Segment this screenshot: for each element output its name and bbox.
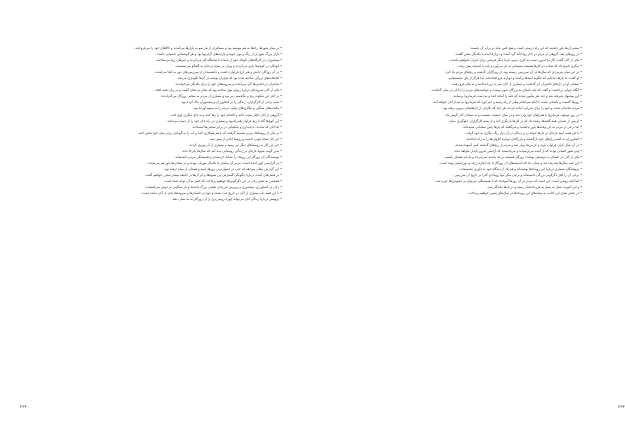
paragraph: • ولی هنوز کسانی بودند که از آینده می‌ترسیدند و می‌دانستند که آرامشِ امروز پایدار نخواهد ماند. — [453, 148, 582, 153]
paragraph: • اما آنان که ماندند، با پایداری و شکیبایی در برابر سختی‌ها ایستادند. — [191, 124, 282, 129]
paragraph: • پژوهندگان بسیاری دربارهٔ این رویدادها نوشته‌اند و هر یک از دیدگاه خود به داوری نشسته‌اند. — [459, 166, 582, 171]
paragraph: • این گزارش نشان می‌دهد که حتی در دشوارترین روزها، امید و همدلی از میان نرفته بود. — [163, 166, 282, 171]
paragraph: • مردم شادمان شدند و خود را برای پذیرایی آماده کردند، هر چند که نگرانی از دل‌هایشان بیرون نرفته بود. — [442, 106, 582, 111]
paragraph: • بازار بزرگ شهر پر از رنگ و بوی ادویه و پارچه‌های گران‌بها بود و هر گوشه‌اش داستانی داشت. — [155, 52, 282, 57]
paragraph: • با این همه، نام بسیاری از آنان در تاریخ ثبت نشده و تنها در داستان‌ها و سروده‌ها یادی از آنان مانده است. — [141, 191, 282, 196]
paragraph: • در کنار این شکوه، رنج و تنگدستی نیز بود و بسیاری از مردم به سختی روزگار می‌گذراندند. — [160, 94, 282, 99]
paragraph: • در میان شهرها، راه‌ها به هم پیوسته بود و مسافران از هر سو به بازارها می‌آمدند و کالاهای خود را می‌فروختند. — [134, 46, 282, 50]
paragraph: • یکی از آنان گفت: اگر ما امروز دست به کاری نزنیم، فردا دیگر فرصتی برای جبران نخواهیم داشت. — [449, 58, 582, 63]
paragraph: • این پیشنهاد پذیرفته شد و چند نفر مأمور شدند که نامه را آماده کنند و به دست فرمانروا برسانند. — [452, 94, 582, 99]
paragraph: • دیگری پاسخ داد که شتاب در کارها همیشه پشیمانی به بار می‌آورد و باید با اندیشه پیش رفت. — [457, 64, 582, 69]
page-left — [300, 0, 625, 424]
paragraph: • نویسندگان آن روزگار این رویداد را نشانهٔ خردمندی و همبستگی مردم دانسته‌اند. — [174, 154, 282, 159]
paragraph: • ستم برخی از کارگزاران، زندگی را بر کشاورزان و پیشه‌وران تنگ کرده بود. — [180, 100, 282, 105]
paragraph: • یکی از آنان سروده‌ای دربارهٔ زیبایی بهار ساخته بود که دهان به دهان گشت و بر زبان همه افتاد. — [154, 88, 282, 93]
paragraph: • پژوهش دربارهٔ زندگی آنان می‌تواند چهرهٔ روشن‌تری از آن روزگار به ما نشان دهد. — [171, 197, 282, 202]
paragraph: • او گفت: ما بارها دیده‌ایم که چگونه امیدها برآمده و دوباره فرو افتاده‌اند، اما هرگز از پای ننشسته‌ایم. — [447, 76, 582, 81]
paragraph: • بدین گونه، شیوهٔ تازه‌ای در زندگی روستایی پدید آمد که سال‌ها پابرجا ماند. — [181, 148, 282, 153]
paragraph: • خبر این کار به روستاهای دیگر نیز رسید و بسیاری از آن پیروی کردند. — [188, 142, 282, 147]
paragraph: • شاعران در انجمن‌ها گرد می‌آمدند و سروده‌های خود را برای یکدیگر می‌خواندند. — [174, 82, 282, 87]
paragraph: • کتابخانه‌های بزرگی ساخته شده بود که هزاران نوشته در آن‌ها نگهداری می‌شد. — [176, 76, 282, 81]
paragraph: • در آن روزگار، دانش و هنر ارج فراوان داشت و دانشمندان از سرزمین‌های دور به آنجا می‌آمدند. — [154, 70, 282, 75]
paragraph: • بیشتر آن‌ها باور داشتند که این راه درستی است و هیچ کس نباید در برابر آن بایستد. — [469, 46, 582, 50]
paragraph: • آنگاه جوانی برخاست و گفت که باید نامه‌ای به بزرگان شهر نوشت و خواسته‌های مردم را با آنان در میان گذاشت. — [430, 88, 582, 93]
paragraph: • این نامه سال‌ها بعد پیدا شد و نشان داد که اندیشه‌های آن روزگار تا چه اندازه ژرف و دوراندیش بوده است. — [439, 160, 582, 165]
paragraph: • او پس از شنیدن همهٔ گفته‌ها، وعده داد که در کارها بازنگری کند و از ستم کارگزاران جلوگیری نماید. — [448, 118, 582, 123]
paragraph: • زنان در کشاورزی، پیشه‌وری و پرورش فرزندان نقشی بزرگ داشتند و بار سنگینی بر دوش می‌کشیدند. — [145, 185, 282, 190]
page-number: ۲۳۳ — [618, 404, 625, 409]
paragraph: • اما آنچه روشن است، این است که مردم در آن روزها آموختند که با همبستگی می‌توان بر دشواری‌ها چیره شد. — [435, 179, 582, 184]
paragraph: • در روز موعود، فرمانروا با همراهان خود وارد شد و در میان جمعیت نشست و به سخنان آنان گوش داد. — [444, 112, 582, 117]
paragraph: • سخنان او در دل‌های حاضران اثر گذاشت و بسیاری از آنان سر به زیر انداختند و به فکر فرو رفتند. — [451, 82, 582, 87]
paragraph: • در گزارشی کهن آمده است: مردم آن سامان با یکدیگر مهربان بودند و در سختی‌ها یاور هم می‌شدند. — [147, 160, 282, 165]
paragraph: • در فصل‌های آینده، دربارهٔ چگونگی گسترش این شیوه‌ها و اثر آن‌ها بر جامعه بیشتر سخن خواهیم گفت. — [144, 172, 282, 177]
paragraph: • روزها گذشت و پاسخی نیامد، تا آنکه سرانجام پیکی از راه رسید و خبر آورد که فرمانروا به دیدار آنان خواهد آمد. — [432, 100, 582, 105]
paragraph: • کشاورزان به کشت‌زارهای خود بازگشتند و بازرگانان دوباره کاروان‌ها را به راه انداختند. — [465, 136, 582, 141]
paragraph: • یکی از آنان در نامه‌ای به دوستش نوشت: روزگار همیشه بر یک پاشنه نمی‌چرخد و ما باید هشیار باشیم. — [444, 154, 582, 159]
paragraph: • در روزهای بعد، گروهی از مردم در کنار رودخانه گرد آمدند و دربارهٔ آینده با یکدیگر سخن گفتند. — [454, 52, 582, 57]
paragraph: • در یکی از روستاها، مردم تصمیم گرفتند که با هم همکاری کنند و آب را به گونه‌ای برابر میان خود بخش کنند. — [137, 130, 282, 135]
paragraph: • پیشه‌وران در کارگاه‌های کوچک خود از بامداد تا شامگاه کار می‌کردند و چیزهای زیبا می‌ساختند. — [155, 58, 282, 63]
page-number: ۲۳۲ — [20, 404, 27, 409]
page-text-block — [18, 46, 282, 203]
page-right — [0, 0, 300, 424]
page-text-block — [318, 46, 582, 197]
paragraph: • برخی آن را آغاز دگرگونی بزرگی دانسته‌اند و برخی دیگر تنها رویدادی گذرا در تاریخ آن سرزمین. — [453, 172, 582, 177]
paragraph: • در آن سال باران فراوان بارید و خرمن‌ها پربار شد و مردم از رنج‌های گذشته کمی آسوده شدند. — [454, 142, 582, 147]
paragraph: • با این همه، امید تازه‌ای در دل‌ها جوانه زد و زندگی در آن دیار رنگ دیگری به خود گرفت. — [464, 130, 582, 135]
paragraph: • اما برخی از مردم به این وعده‌ها باور نداشتند و می‌گفتند که بارها چنین سخنانی شنیده‌اند. — [462, 124, 582, 129]
paragraph: • همچنین به نقش زنان در این دگرگونی‌ها خواهیم پرداخت که کمتر به آن توجه شده است. — [163, 179, 282, 184]
paragraph: • در بخش بعدی این کتاب، به پیامدهای این رویدادها در سال‌های پسین خواهیم پرداخت. — [467, 191, 582, 196]
paragraph: • این کوچ‌ها گاه با رنج فراوان همراه بود و بسیاری در راه جان خود را از دست می‌دادند. — [166, 118, 282, 123]
paragraph: • مالیات‌های سنگین و بیگاری‌های پیاپی، مردم را به ستوه آورده بود. — [192, 106, 282, 111]
paragraph: • گروهی از آنان ناچار شدند خانه و کاشانهٔ خود را رها کنند و به جای دیگری کوچ کنند. — [170, 112, 282, 117]
paragraph: • این کار نتیجهٔ خوبی داشت و روستا آبادتر از پیش شد. — [209, 136, 282, 141]
paragraph: • در این میان پیرمردی که سال‌ها در آن سرزمین زیسته بود، از روزگاران گذشته و رنج‌های مردم یاد کرد. — [444, 70, 582, 75]
paragraph: • کودکان در کوچه‌ها بازی می‌کردند و پیران در سایهٔ درختان به گفتگو می‌نشستند. — [175, 64, 282, 69]
paragraph: • و این آموزه، نسل به نسل به فرزندانشان رسید و در یادها ماندگار شد. — [487, 185, 582, 190]
